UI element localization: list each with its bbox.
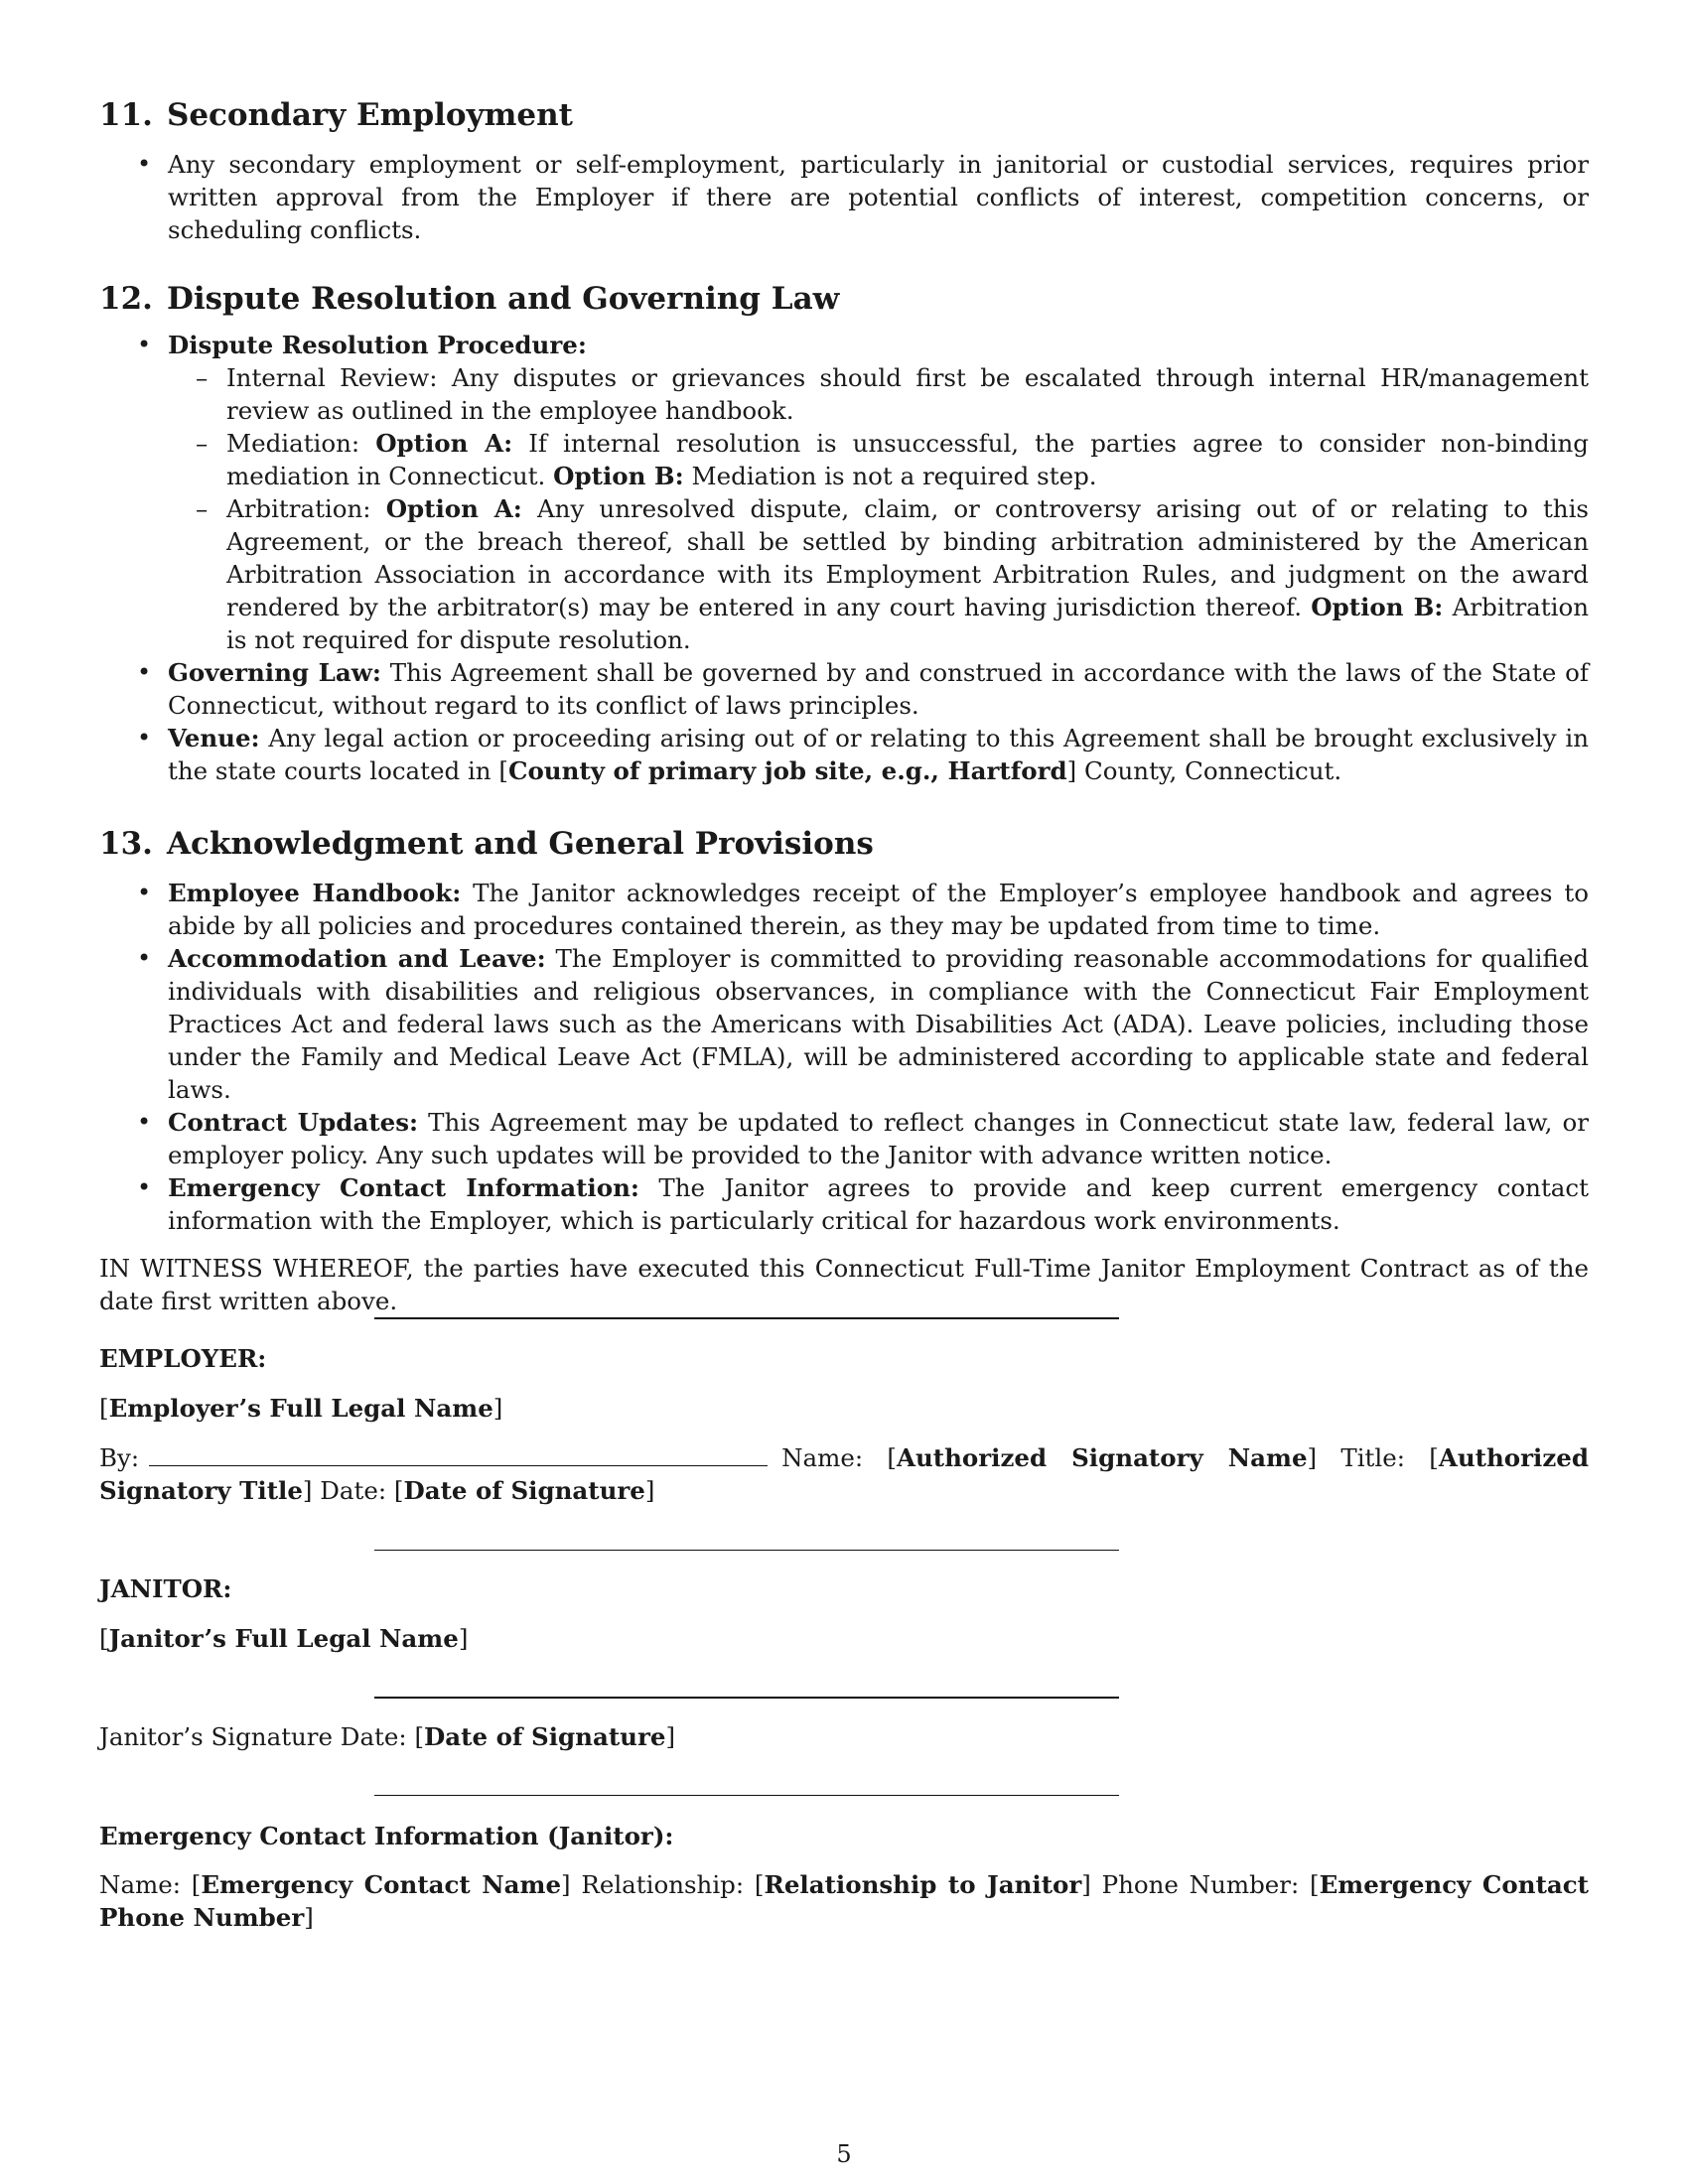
employer-name: [Employer’s Full Legal Name] xyxy=(99,1394,503,1423)
list-item: • Emergency Contact Information: The Janitor agrees to provide and keep current emergency contact information with the Employer, which is particularly critical for hazardous work environments. xyxy=(99,1171,1589,1237)
janitor-signature-line[interactable] xyxy=(374,1697,1119,1699)
janitor-name: [Janitor’s Full Legal Name] xyxy=(99,1624,469,1653)
section-11-heading: 11. Secondary Employment xyxy=(99,97,573,133)
emergency-details: Name: [Emergency Contact Name] Relationship: [Relationship to Janitor] Phone Number: [Emergency Contact Phone Number] xyxy=(99,1870,1589,1932)
list-item: • Accommodation and Leave: The Employer is committed to providing reasonable accommodations for qualified individuals with disabilities and religious observances, in compliance with the Connecticut Fair Employment Practices Act and federal laws such as the Americans with Disabilities Act (ADA). Leave policies, including those under the Family and Medical Leave Act (FMLA), will be administered according to applicable state and federal laws. xyxy=(99,942,1589,1106)
dispute-sublist xyxy=(168,361,1589,656)
page-number: 5 xyxy=(836,2140,852,2168)
janitor-signature-date: Janitor’s Signature Date: [Date of Signature] xyxy=(99,1722,676,1751)
list-item: – Arbitration: Option A: Any unresolved dispute, claim, or controversy arising out of or relating to this Agreement, or the breach thereof, shall be settled by binding arbitration administered by the American Arbitration Association in accordance with its Employment Arbitration Rules, and judgment on the award rendered by the arbitrator(s) may be entered in any court having jurisdiction thereof. Option B: Arbitration is not required for dispute resolution. xyxy=(168,492,1589,656)
section-11-list xyxy=(99,148,1589,246)
section-13-list xyxy=(99,877,1589,1237)
employer-heading: EMPLOYER: xyxy=(99,1344,267,1373)
list-item: • Employee Handbook: The Janitor acknowledges receipt of the Employer’s employee handbook and agrees to abide by all policies and procedures contained therein, as they may be updated from time to time. xyxy=(99,877,1589,942)
signature-line[interactable] xyxy=(374,1795,1119,1796)
list-item: • Any secondary employment or self-employment, particularly in janitorial or custodial services, requires prior written approval from the Employer if there are potential conflicts of interest, competition concerns, or scheduling conflicts. xyxy=(99,148,1589,246)
section-13-heading: 13. Acknowledgment and General Provisions xyxy=(99,826,874,862)
list-item: • Venue: Any legal action or proceeding arising out of or relating to this Agreement shall be brought exclusively in the state courts located in [County of primary job site, e.g., Hartford] County, Connecticut. xyxy=(99,722,1589,787)
list-item: • Contract Updates: This Agreement may be updated to reflect changes in Connecticut state law, federal law, or employer policy. Any such updates will be provided to the Janitor with advance written notice. xyxy=(99,1106,1589,1171)
section-12-list xyxy=(99,329,1589,787)
list-item: • Dispute Resolution Procedure: – Internal Review: Any disputes or grievances should first be escalated through internal HR/management review as outlined in the employee handbook. – Mediation: Option A: If internal resolution is unsuccessful, the parties agree to consider non-binding mediation in Connecticut. Option B: Mediation is not a required step. – Arbitration: Option A: Any unresolved dispute, claim, or controversy arising out of or relating to this Agreement, or the breach thereof, shall be settled by binding arbitration administered by the American Arbitration Association in accordance with its Employment Arbitration Rules, and judgment on the award rendered by the arbitrator(s) may be entered in any court having jurisdiction thereof. Option B: Arbitration is not required for dispute resolution. xyxy=(99,329,1589,656)
list-item: • Governing Law: This Agreement shall be governed by and construed in accordance with the laws of the State of Connecticut, without regard to its conflict of laws principles. xyxy=(99,656,1589,722)
signature-line[interactable] xyxy=(374,1550,1119,1551)
list-item: – Internal Review: Any disputes or grievances should first be escalated through internal HR/management review as outlined in the employee handbook. xyxy=(168,361,1589,427)
document-page xyxy=(99,91,1589,1317)
janitor-heading: JANITOR: xyxy=(99,1574,232,1603)
section-12-heading: 12. Dispute Resolution and Governing Law xyxy=(99,281,840,317)
emergency-block xyxy=(99,1820,1589,1934)
employer-block xyxy=(99,1342,1589,1507)
janitor-block xyxy=(99,1572,1589,1655)
witness-clause: IN WITNESS WHEREOF, the parties have executed this Connecticut Full-Time Janitor Employment Contract as of the date first written above. xyxy=(99,1254,1589,1315)
emergency-heading: Emergency Contact Information (Janitor): xyxy=(99,1822,674,1850)
list-item: – Mediation: Option A: If internal resolution is unsuccessful, the parties agree to consider non-binding mediation in Connecticut. Option B: Mediation is not a required step. xyxy=(168,427,1589,492)
signature-line[interactable] xyxy=(374,1317,1119,1319)
employer-signature-row: By: Name: [Authorized Signatory Name] Title: [Authorized Signatory Title] Date: [Date of Signature] xyxy=(99,1443,1589,1505)
by-signature-line[interactable] xyxy=(149,1464,768,1466)
